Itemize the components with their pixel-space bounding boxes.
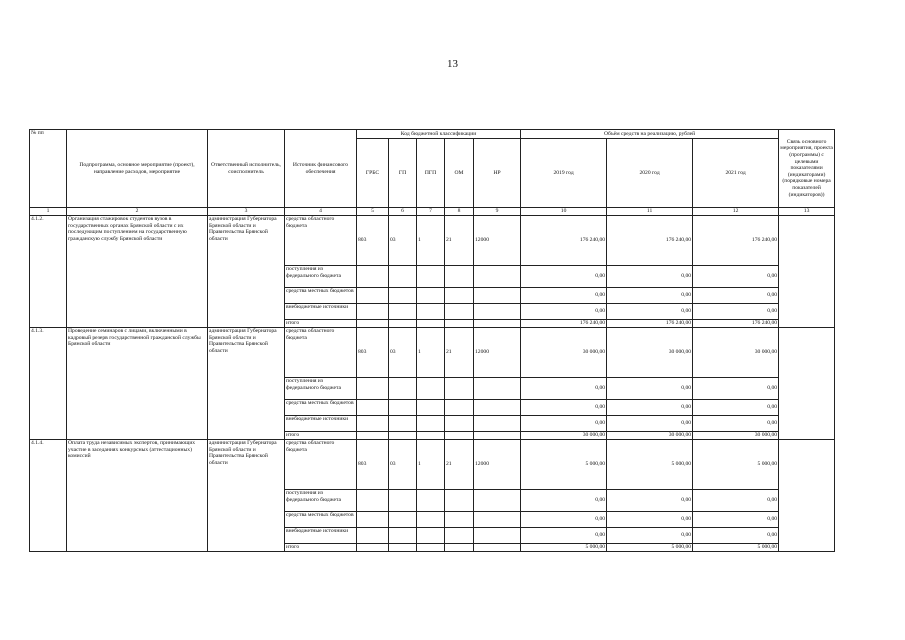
code-gp: 03	[389, 216, 417, 266]
amount-2020: 0,00	[607, 304, 693, 320]
header-nr: НР	[474, 139, 521, 208]
code-pgp	[417, 512, 445, 528]
funding-source: внебюджетные источники	[285, 304, 357, 320]
amount-2019: 0,00	[521, 304, 607, 320]
amount-2020: 0,00	[607, 512, 693, 528]
col-number: 11	[607, 208, 693, 216]
header-row-1	[30, 130, 835, 139]
amount-2020: 5 000,00	[607, 544, 693, 552]
code-om	[445, 320, 474, 328]
code-nr	[474, 304, 521, 320]
code-grbs	[357, 378, 389, 400]
col-number: 8	[445, 208, 474, 216]
code-grbs	[357, 416, 389, 432]
code-om: 21	[445, 328, 474, 378]
header-gp: ГП	[389, 139, 417, 208]
header-pgp: ПГП	[417, 139, 445, 208]
code-gp	[389, 266, 417, 288]
indicator-link	[779, 328, 835, 440]
header-responsible: Ответственный исполнитель, соисполнитель	[208, 130, 285, 208]
col-number: 6	[389, 208, 417, 216]
code-grbs	[357, 400, 389, 416]
code-grbs	[357, 288, 389, 304]
code-nr	[474, 288, 521, 304]
code-om	[445, 288, 474, 304]
amount-2020: 0,00	[607, 400, 693, 416]
item-name: Проведение семинаров с лицами, включенными в кадровый резерв государственной гражданской службы Брянской области	[67, 328, 208, 440]
code-nr	[474, 378, 521, 400]
code-om	[445, 528, 474, 544]
code-pgp: 1	[417, 216, 445, 266]
amount-2020: 176 240,00	[607, 320, 693, 328]
header-budget-code-group: Код бюджетной классификации	[357, 130, 521, 139]
funding-source: внебюджетные источники	[285, 416, 357, 432]
funding-source: поступления из федерального бюджета	[285, 378, 357, 400]
amount-2019: 30 000,00	[521, 432, 607, 440]
code-grbs: 803	[357, 328, 389, 378]
code-pgp	[417, 400, 445, 416]
amount-2021: 0,00	[693, 512, 779, 528]
amount-2021: 0,00	[693, 400, 779, 416]
budget-body	[30, 216, 835, 552]
header-num: № пп	[30, 130, 67, 208]
header-om: ОМ	[445, 139, 474, 208]
amount-2020: 0,00	[607, 378, 693, 400]
funding-source: средства местных бюджетов	[285, 288, 357, 304]
amount-2019: 0,00	[521, 378, 607, 400]
funding-source: поступления из федерального бюджета	[285, 266, 357, 288]
code-gp: 03	[389, 440, 417, 490]
amount-2019: 176 240,00	[521, 216, 607, 266]
code-grbs	[357, 512, 389, 528]
amount-2021: 176 240,00	[693, 320, 779, 328]
code-nr	[474, 400, 521, 416]
amount-2019: 0,00	[521, 512, 607, 528]
indicator-link	[779, 216, 835, 328]
code-om	[445, 266, 474, 288]
amount-2019: 176 240,00	[521, 320, 607, 328]
header-volume-group: Объём средств на реализацию, рублей	[521, 130, 779, 139]
amount-2019: 30 000,00	[521, 328, 607, 378]
funding-source: средства местных бюджетов	[285, 400, 357, 416]
item-number: 4.1.2.	[30, 216, 67, 328]
code-om: 21	[445, 216, 474, 266]
funding-row	[30, 328, 835, 378]
code-om	[445, 304, 474, 320]
amount-2019: 0,00	[521, 528, 607, 544]
code-pgp	[417, 432, 445, 440]
code-om	[445, 544, 474, 552]
amount-2021: 0,00	[693, 490, 779, 512]
code-gp	[389, 432, 417, 440]
code-grbs	[357, 490, 389, 512]
header-2021: 2021 год	[693, 139, 779, 208]
funding-source: внебюджетные источники	[285, 528, 357, 544]
amount-2020: 30 000,00	[607, 328, 693, 378]
funding-source: поступления из федерального бюджета	[285, 490, 357, 512]
code-gp	[389, 288, 417, 304]
code-nr	[474, 432, 521, 440]
code-om	[445, 378, 474, 400]
item-responsible: администрация Губернатора Брянской области и Правительства Брянской области	[208, 328, 285, 440]
amount-2021: 0,00	[693, 528, 779, 544]
code-gp	[389, 400, 417, 416]
amount-2021: 0,00	[693, 378, 779, 400]
funding-source: итого	[285, 320, 357, 328]
col-number: 12	[693, 208, 779, 216]
code-gp	[389, 544, 417, 552]
header-2020: 2020 год	[607, 139, 693, 208]
amount-2019: 5 000,00	[521, 440, 607, 490]
amount-2019: 0,00	[521, 490, 607, 512]
code-pgp	[417, 544, 445, 552]
item-responsible: администрация Губернатора Брянской области и Правительства Брянской области	[208, 440, 285, 552]
amount-2020: 0,00	[607, 416, 693, 432]
funding-row	[30, 440, 835, 490]
amount-2020: 0,00	[607, 288, 693, 304]
code-om	[445, 512, 474, 528]
code-nr	[474, 320, 521, 328]
header-2019: 2019 год	[521, 139, 607, 208]
funding-row	[30, 216, 835, 266]
amount-2019: 0,00	[521, 266, 607, 288]
amount-2020: 5 000,00	[607, 440, 693, 490]
code-gp	[389, 416, 417, 432]
funding-source: средства областного бюджета	[285, 216, 357, 266]
funding-source: итого	[285, 544, 357, 552]
indicator-link	[779, 440, 835, 552]
code-pgp	[417, 266, 445, 288]
amount-2020: 30 000,00	[607, 432, 693, 440]
code-grbs	[357, 432, 389, 440]
code-grbs: 803	[357, 440, 389, 490]
code-nr	[474, 490, 521, 512]
header-program: Подпрограмма, основное мероприятие (проект), направление расходов, мероприятие	[67, 130, 208, 208]
amount-2019: 5 000,00	[521, 544, 607, 552]
col-number: 10	[521, 208, 607, 216]
code-nr	[474, 266, 521, 288]
code-pgp	[417, 320, 445, 328]
code-gp	[389, 512, 417, 528]
code-grbs	[357, 528, 389, 544]
header-grbs: ГРБС	[357, 139, 389, 208]
item-name: Оплата труда независимых экспертов, принимающих участие в заседаниях конкурсных (аттестационных) комиссий	[67, 440, 208, 552]
amount-2021: 0,00	[693, 416, 779, 432]
col-number: 13	[779, 208, 835, 216]
code-pgp	[417, 288, 445, 304]
header-link: Связь основного мероприятия, проекта (программы) с целевыми показателями (индикаторами) (порядковые номера показателей (индикаторов))	[779, 130, 835, 208]
column-number-row	[30, 208, 835, 216]
col-number: 1	[30, 208, 67, 216]
col-number: 9	[474, 208, 521, 216]
code-gp	[389, 490, 417, 512]
code-nr	[474, 528, 521, 544]
amount-2021: 5 000,00	[693, 440, 779, 490]
code-nr	[474, 416, 521, 432]
code-grbs: 803	[357, 216, 389, 266]
amount-2021: 30 000,00	[693, 328, 779, 378]
code-nr: 12000	[474, 440, 521, 490]
item-responsible: администрация Губернатора Брянской области и Правительства Брянской области	[208, 216, 285, 328]
amount-2021: 0,00	[693, 288, 779, 304]
code-nr	[474, 512, 521, 528]
code-grbs	[357, 544, 389, 552]
code-gp	[389, 304, 417, 320]
code-om: 21	[445, 440, 474, 490]
col-number: 2	[67, 208, 208, 216]
amount-2020: 0,00	[607, 266, 693, 288]
code-grbs	[357, 266, 389, 288]
page-number: 13	[447, 58, 458, 70]
code-grbs	[357, 304, 389, 320]
code-om	[445, 416, 474, 432]
budget-table	[29, 129, 835, 552]
code-nr: 12000	[474, 328, 521, 378]
code-pgp	[417, 416, 445, 432]
code-pgp	[417, 304, 445, 320]
funding-source: средства областного бюджета	[285, 440, 357, 490]
amount-2020: 176 240,00	[607, 216, 693, 266]
code-pgp	[417, 528, 445, 544]
code-om	[445, 490, 474, 512]
code-grbs	[357, 320, 389, 328]
funding-source: средства местных бюджетов	[285, 512, 357, 528]
col-number: 5	[357, 208, 389, 216]
col-number: 7	[417, 208, 445, 216]
amount-2021: 30 000,00	[693, 432, 779, 440]
amount-2019: 0,00	[521, 416, 607, 432]
item-number: 4.1.4.	[30, 440, 67, 552]
code-pgp	[417, 378, 445, 400]
code-gp: 03	[389, 328, 417, 378]
code-gp	[389, 378, 417, 400]
code-nr	[474, 544, 521, 552]
funding-source: средства областного бюджета	[285, 328, 357, 378]
col-number: 3	[208, 208, 285, 216]
code-gp	[389, 320, 417, 328]
code-pgp	[417, 490, 445, 512]
amount-2021: 176 240,00	[693, 216, 779, 266]
amount-2021: 5 000,00	[693, 544, 779, 552]
amount-2020: 0,00	[607, 490, 693, 512]
funding-source: итого	[285, 432, 357, 440]
code-pgp: 1	[417, 440, 445, 490]
code-om	[445, 432, 474, 440]
code-nr: 12000	[474, 216, 521, 266]
item-number: 4.1.3.	[30, 328, 67, 440]
amount-2021: 0,00	[693, 266, 779, 288]
amount-2019: 0,00	[521, 400, 607, 416]
item-name: Организация стажировок студентов вузов в государственных органах Брянской области с их последующим поступлением на государственную гражданскую службу Брянской области	[67, 216, 208, 328]
code-gp	[389, 528, 417, 544]
code-pgp: 1	[417, 328, 445, 378]
header-source: Источник финансового обеспечения	[285, 130, 357, 208]
amount-2019: 0,00	[521, 288, 607, 304]
code-om	[445, 400, 474, 416]
col-number: 4	[285, 208, 357, 216]
amount-2020: 0,00	[607, 528, 693, 544]
amount-2021: 0,00	[693, 304, 779, 320]
